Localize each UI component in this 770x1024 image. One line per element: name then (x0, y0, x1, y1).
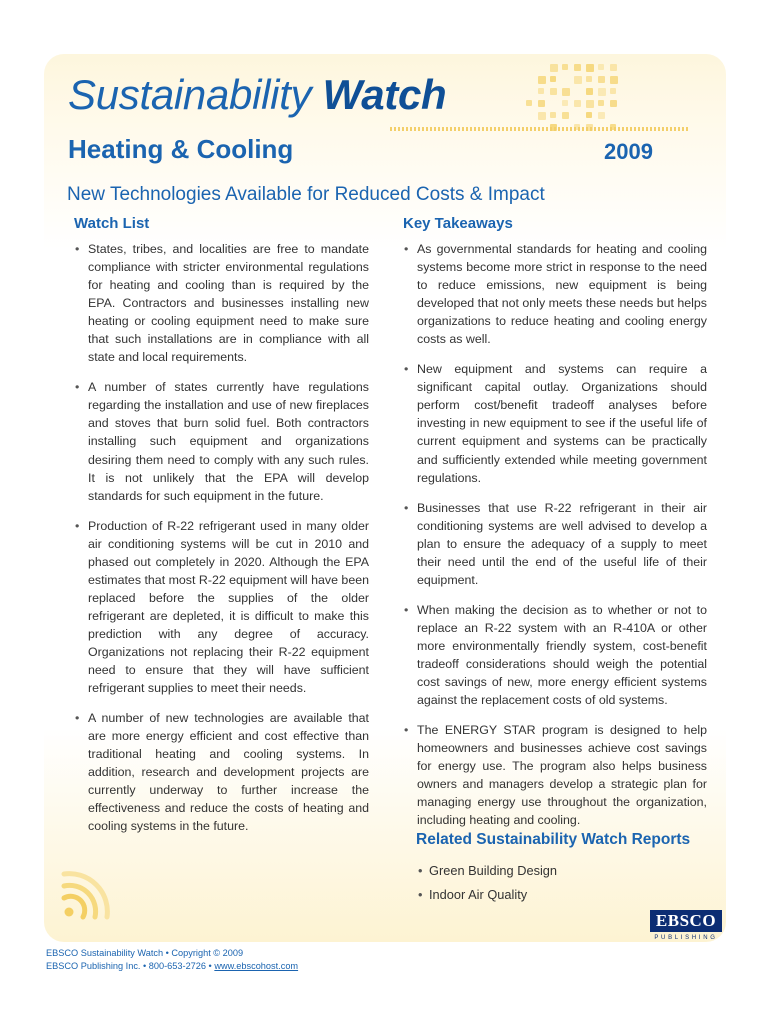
decorative-dot (562, 88, 570, 96)
decorative-dot (598, 64, 604, 70)
decorative-dot (562, 64, 568, 70)
watch-list (72, 240, 369, 847)
decorative-dot (610, 64, 617, 71)
takeaway-item-text: The ENERGY STAR program is designed to help homeowners and businesses achieve cost savings for energy use. The program also helps business owners and managers develop a strategic plan for managing energy use throughout the organization, including heating and cooling. (417, 723, 707, 828)
bullet-icon: • (418, 887, 423, 902)
bullet-icon: • (75, 380, 80, 395)
ebsco-publishing-logo (650, 910, 722, 941)
watch-list-item-text: A number of states currently have regulations regarding the installation and use of new fireplaces and stoves that burn solid fuel. Both contractors installing such equipment and organizations desiring them need to comply with any such rules. It is not unlikely that the EPA will develop standards for such equipment in the future. (88, 380, 369, 503)
watch-list-item-text: States, tribes, and localities are free to mandate compliance with stricter environmental regulations for heating and cooling than is required by the EPA. Contractors and businesses installing new heating or cooling equipment need to make sure that such installations are in compliance with all state and local requirements. (88, 242, 369, 365)
decorative-dot (526, 100, 532, 106)
decorative-dot (574, 76, 582, 84)
takeaway-item-text: As governmental standards for heating and cooling systems become more strict in response to the need to reduce emissions, new equipment is being developed that not only meets these needs but helps organizations to reduce heating and cooling energy costs as well. (417, 242, 708, 347)
takeaway-item (401, 360, 707, 486)
takeaway-item (401, 499, 707, 589)
decorative-dot (538, 76, 546, 84)
decorative-dot (562, 100, 568, 106)
key-takeaways-heading: Key Takeaways (403, 215, 513, 232)
decorative-dot (550, 88, 557, 95)
footer (46, 947, 298, 973)
report-tagline: New Technologies Available for Reduced Costs & Impact (67, 184, 545, 205)
decorative-dot (550, 112, 556, 118)
decorative-dot (562, 112, 569, 119)
title-part-2: Watch (322, 71, 447, 118)
decorative-dot (574, 100, 581, 107)
takeaway-item-text: Businesses that use R-22 refrigerant in their air conditioning systems are well advised to develop a plan to ensure the adequacy of a supply to meet their need until the end of the useful life of their equipment. (417, 500, 707, 587)
watch-list-item (72, 709, 369, 835)
bullet-icon: • (404, 602, 409, 617)
watch-list-item (72, 378, 369, 504)
bullet-icon: • (404, 500, 409, 515)
bullet-icon: • (404, 242, 409, 256)
decorative-dot (538, 100, 545, 107)
decorative-dot (550, 76, 556, 82)
takeaway-item (401, 601, 707, 709)
decorative-dot (598, 112, 605, 119)
title-part-1: Sustainability (68, 71, 312, 118)
decorative-dot (598, 88, 606, 96)
bullet-icon: • (404, 723, 409, 738)
bullet-icon: • (404, 362, 409, 377)
decorative-dot (586, 64, 594, 72)
footer-contact (46, 960, 298, 973)
watch-list-item-text: A number of new technologies are available that are more energy efficient and cost effective than traditional heating and cooling systems. In addition, research and development projects are currently underway to further increase the effectiveness and reduce the costs of heating and cooling systems in the future. (88, 711, 369, 834)
related-reports-list (418, 859, 557, 907)
decorative-dot (538, 88, 544, 94)
decorative-dot (586, 76, 592, 82)
takeaway-item (401, 240, 707, 348)
takeaway-item (401, 721, 707, 829)
bullet-icon: • (418, 863, 423, 878)
report-subtitle: Heating & Cooling (68, 134, 294, 164)
decorative-dot (610, 100, 617, 107)
decorative-dot (586, 112, 592, 118)
decorative-dot (538, 112, 546, 120)
decorative-dot (586, 100, 594, 108)
takeaway-item-text: When making the decision as to whether or not to replace an R-22 system with an R-410A or other more environmentally friendly system, cost-benefit tradeoff considerations should weigh the potential cost savings of new, more energy efficient systems against the replacement costs of old systems. (417, 602, 707, 708)
bullet-icon: • (75, 518, 80, 533)
decorative-dot (586, 88, 593, 95)
bullet-icon: • (75, 242, 80, 256)
decorative-dot (610, 76, 618, 84)
bullet-icon: • (75, 711, 80, 726)
related-reports-heading: Related Sustainability Watch Reports (416, 831, 691, 848)
key-takeaways-list (401, 240, 707, 841)
decorative-dot (574, 64, 581, 71)
footer-contact-text: EBSCO Publishing Inc. • 800-653-2726 • (46, 961, 215, 971)
watch-list-item (72, 517, 369, 697)
footer-copyright: EBSCO Sustainability Watch • Copyright © 2009 (46, 948, 244, 958)
dotted-rule (390, 127, 690, 131)
related-report-label: Indoor Air Quality (429, 887, 528, 902)
related-report-label: Green Building Design (429, 863, 558, 878)
related-report-link[interactable] (418, 859, 557, 883)
ebsco-logo-subtitle: PUBLISHING (654, 935, 718, 941)
report-year: 2009 (604, 139, 653, 164)
ebsco-logo-wordmark: EBSCO (650, 910, 722, 932)
watch-list-item-text: Production of R-22 refrigerant used in many older air conditioning systems will be cut in 2010 and phased out completely in 2020. Although the EPA estimates that most R-22 equipment will have been replaced before the supplies of the older refrigerant are depleted, it is difficult to make this prediction with any degree of accuracy. Organizations not replacing their R-22 equipment need to ensure that they will have sufficient refrigerant supplies to meet their needs. (88, 518, 369, 696)
takeaway-item-text: New equipment and systems can require a significant capital outlay. Organizations should perform cost/benefit tradeoff analyses before investing in new equipment to see if the useful life of current equipment and systems can be practically and sufficiently extended while meeting government regulations. (417, 362, 707, 485)
decorative-dot (550, 64, 558, 72)
watch-list-heading: Watch List (74, 215, 150, 232)
decorative-dot (598, 76, 605, 83)
page-title (68, 71, 447, 118)
footer-website-link[interactable]: www.ebscohost.com (214, 961, 299, 971)
decorative-dot (610, 88, 616, 94)
rss-feed-icon (58, 868, 114, 924)
watch-list-item (72, 240, 369, 366)
related-report-link[interactable] (418, 883, 557, 907)
decorative-dot (598, 100, 604, 106)
